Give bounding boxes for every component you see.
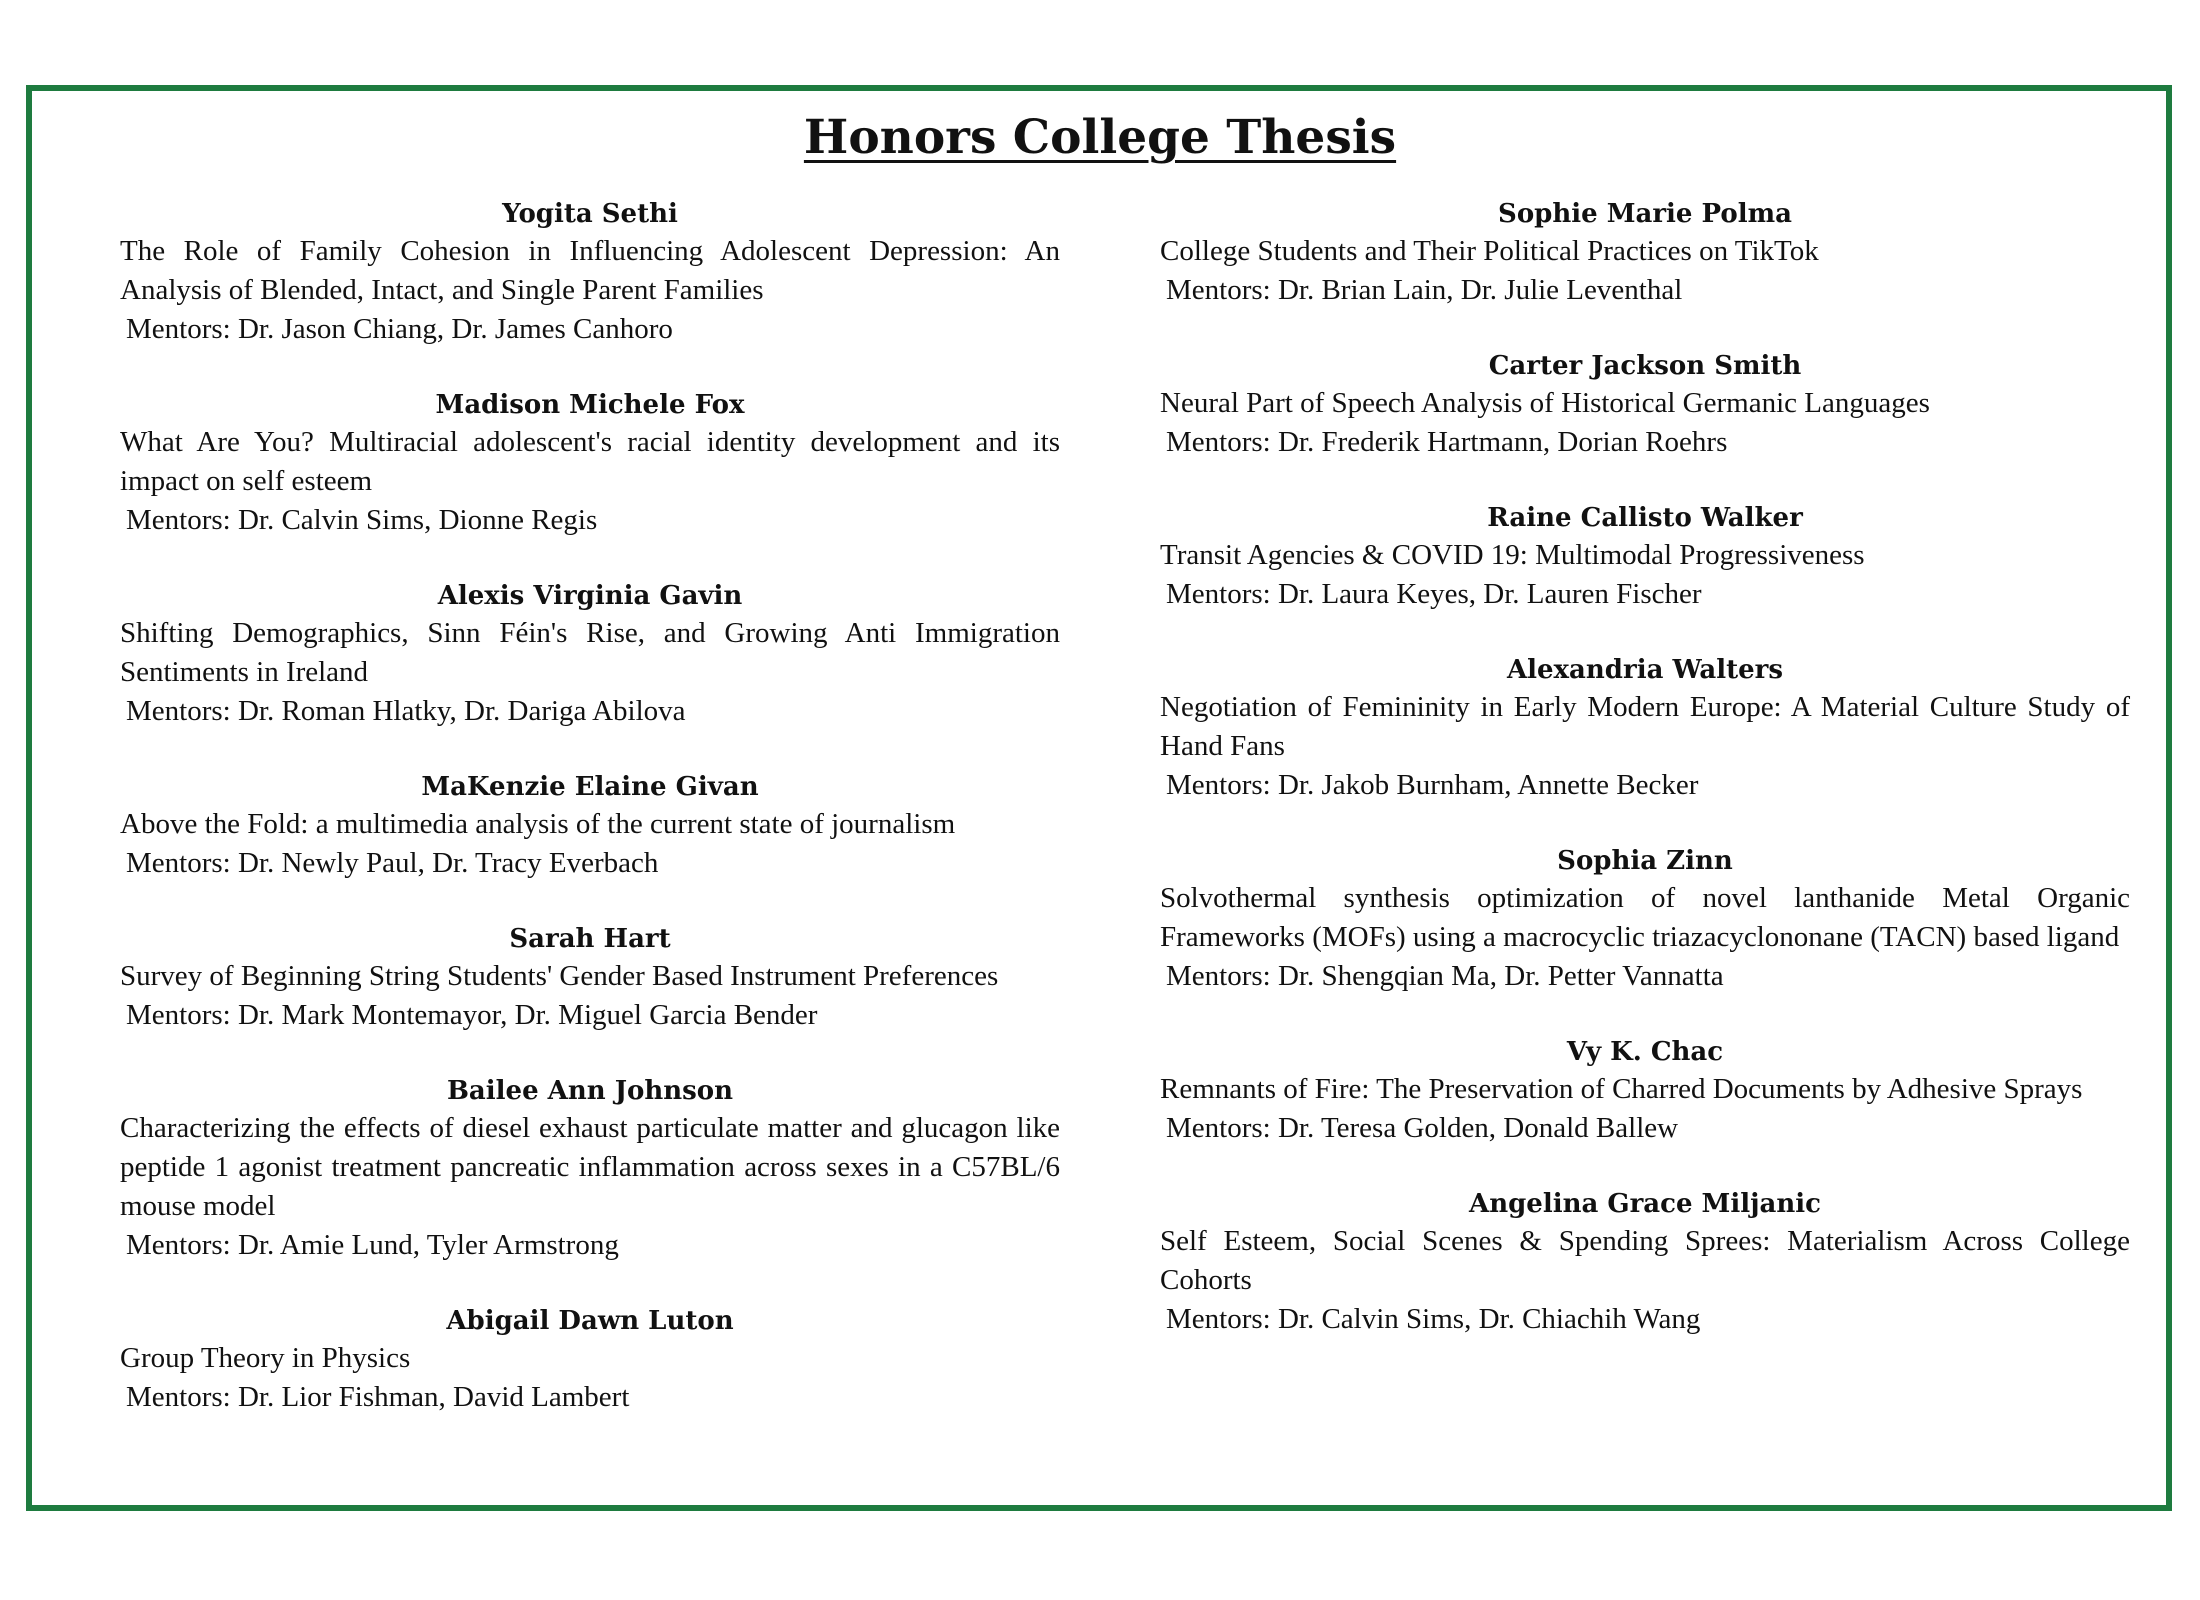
student-name: Sophie Marie Polma — [1498, 199, 1792, 229]
student-name: Vy K. Chac — [1566, 1037, 1724, 1067]
student-name: Carter Jackson Smith — [1488, 351, 1802, 381]
thesis-mentors: Mentors: Dr. Teresa Golden, Donald Ballew — [1166, 1112, 1679, 1144]
student-name: Alexandria Walters — [1506, 655, 1784, 685]
thesis-mentors: Mentors: Dr. Lior Fishman, David Lambert — [126, 1381, 630, 1413]
student-name: Alexis Virginia Gavin — [437, 581, 743, 611]
thesis-entry — [120, 921, 1060, 1035]
thesis-mentors: Mentors: Dr. Frederik Hartmann, Dorian Roehrs — [1166, 426, 1728, 458]
thesis-entry — [1160, 196, 2130, 310]
thesis-entry — [1160, 500, 2130, 614]
thesis-entry — [120, 387, 1060, 540]
thesis-entry — [120, 196, 1060, 349]
thesis-title: Above the Fold: a multimedia analysis of the current state of journalism — [120, 808, 956, 840]
thesis-mentors: Mentors: Dr. Laura Keyes, Dr. Lauren Fischer — [1166, 578, 1702, 610]
thesis-title: College Students and Their Political Practices on TikTok — [1160, 235, 1819, 267]
thesis-title: The Role of Family Cohesion in Influencing Adolescent Depression: An Analysis of Blended, Intact, and Single Parent Families — [120, 235, 1060, 306]
thesis-mentors: Mentors: Dr. Jason Chiang, Dr. James Canhoro — [126, 313, 673, 345]
thesis-mentors: Mentors: Dr. Roman Hlatky, Dr. Dariga Abilova — [126, 695, 686, 727]
student-name: Angelina Grace Miljanic — [1469, 1189, 1821, 1219]
thesis-mentors: Mentors: Dr. Amie Lund, Tyler Armstrong — [126, 1229, 619, 1261]
left-column — [120, 196, 1060, 1455]
thesis-entry — [1160, 652, 2130, 805]
thesis-entry — [120, 1073, 1060, 1265]
thesis-mentors: Mentors: Dr. Jakob Burnham, Annette Becker — [1166, 769, 1699, 801]
thesis-entry — [1160, 348, 2130, 462]
right-column — [1160, 196, 2130, 1377]
thesis-entry — [120, 769, 1060, 883]
student-name: Sarah Hart — [509, 924, 671, 954]
student-name: MaKenzie Elaine Givan — [421, 772, 759, 802]
thesis-mentors: Mentors: Dr. Mark Montemayor, Dr. Miguel Garcia Bender — [126, 999, 818, 1031]
thesis-title: Survey of Beginning String Students' Gender Based Instrument Preferences — [120, 960, 999, 992]
student-name: Madison Michele Fox — [435, 390, 745, 420]
thesis-entry — [1160, 1034, 2130, 1148]
student-name: Abigail Dawn Luton — [446, 1306, 734, 1336]
thesis-title: Characterizing the effects of diesel exhaust particulate matter and glucagon like peptide 1 agonist treatment pancreatic inflammation across sexes in a C57BL/6 mouse model — [120, 1112, 1060, 1222]
thesis-entry — [120, 578, 1060, 731]
student-name: Raine Callisto Walker — [1487, 503, 1803, 533]
thesis-title: What Are You? Multiracial adolescent's racial identity development and its impact on self esteem — [120, 426, 1060, 497]
student-name: Bailee Ann Johnson — [446, 1076, 734, 1106]
thesis-title: Group Theory in Physics — [120, 1342, 411, 1374]
thesis-mentors: Mentors: Dr. Calvin Sims, Dionne Regis — [126, 504, 598, 536]
thesis-entry — [120, 1303, 1060, 1417]
thesis-entry — [1160, 843, 2130, 996]
thesis-entry — [1160, 1186, 2130, 1339]
thesis-title: Self Esteem, Social Scenes & Spending Sprees: Materialism Across College Cohorts — [1160, 1225, 2130, 1296]
thesis-mentors: Mentors: Dr. Newly Paul, Dr. Tracy Everbach — [126, 847, 659, 879]
thesis-title: Solvothermal synthesis optimization of novel lanthanide Metal Organic Frameworks (MOFs) using a macrocyclic triazacyclononane (TACN) based ligand — [1160, 882, 2130, 953]
thesis-mentors: Mentors: Dr. Brian Lain, Dr. Julie Leventhal — [1166, 274, 1683, 306]
thesis-title: Negotiation of Femininity in Early Modern Europe: A Material Culture Study of Hand Fans — [1160, 691, 2130, 762]
page-title: Honors College Thesis — [803, 110, 1397, 165]
thesis-mentors: Mentors: Dr. Calvin Sims, Dr. Chiachih Wang — [1166, 1303, 1701, 1335]
thesis-mentors: Mentors: Dr. Shengqian Ma, Dr. Petter Vannatta — [1166, 960, 1724, 992]
thesis-title: Shifting Demographics, Sinn Féin's Rise, and Growing Anti Immigration Sentiments in Ireland — [120, 617, 1060, 688]
student-name: Sophia Zinn — [1557, 846, 1733, 876]
thesis-title: Remnants of Fire: The Preservation of Charred Documents by Adhesive Sprays — [1160, 1073, 2083, 1105]
thesis-title: Transit Agencies & COVID 19: Multimodal Progressiveness — [1160, 539, 1865, 571]
thesis-title: Neural Part of Speech Analysis of Historical Germanic Languages — [1160, 387, 1930, 419]
student-name: Yogita Sethi — [502, 199, 678, 229]
